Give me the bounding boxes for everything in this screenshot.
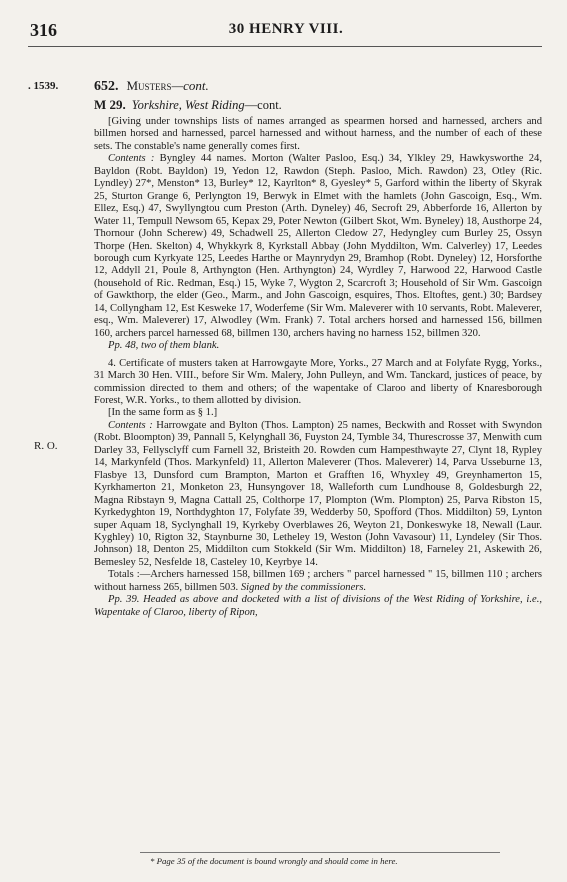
entry-number: 652. — [94, 79, 119, 94]
header-rule — [28, 46, 542, 47]
section2-contents-text: Harrowgate and Bylton (Thos. Lampton) 25 names, Beckwith and Rosset with Swyndon (Robt. Bloompton) 39, Pannall 5, Kelynghall 36, Fuyston 24, Tymble 34, Thurescrosse 37, Menwith cum Darley 33, Fellysclyff cum Farnell 32, Bristeith 20. Rowden cum Hampesthwayte 27, Clynt 18, Rypley 14, Markynfeld (Thos. Markynfeld) 11, Allerton Maleverer (Thos. Maleverer) 14, Parva Usseburne 13, Flasbye 13, Dunsford cum Brampton, Marton et Grafften 16, Whyxley 49, Greynhamerton 15, Kyrkhamerton 21, Monketon 23, Hunsyngover 18, Walleforth cum Lundhouse 8, Goldesburgh 22, Magna Ribstayn 9, Magna Cattall 25, Colthorpe 17, Plompton (Wm. Plompton) 25, Parva Ribston 15, Kyrkedyghton 19, Northdyghton 17, Folyfate 39, Wedderby 50, Spofford (Thos. Middilton) 59, Lynton super Aquam 18, Syclynghall 19, Kyrkeby Overblawes 26, Weyton 21, Donkeswyke 18, Newall (Laur. Kyghley) 10, Rigton 32, Staynburne 30, Letheley 19, Weston (John Vavasour) 11, Lyndeley (Sir Thos. Johnson) 18, Denton 25, Middilton cum Stokkeld (Sir Wm. Middilton) 18, Farneley 21, Askewith 26, Bemesley 52, Nesfelde 18, Casteley 10, Keyrbye 14. — [94, 419, 542, 568]
section2-totals-text: Totals :—Archers harnessed 158, billmen 169 ; archers " parcel harnessed " 15, billmen 110 ; archers without harness 265, billmen 503. — [94, 569, 542, 593]
section2-intro: 4. Certificate of musters taken at Harrowgayte More, Yorks., 27 March and at Folyfate Rygg, Yorks., 31 March 30 Hen. VIII., before Sir Wm. Malery, John Pulleyn, and Wm. Tanckard, justices of peace, by commission directed to them and others; of the wapentake of Claroo and liberty of Knaresborough Forest, W.R. Yorks., to them allotted by division. — [94, 357, 542, 406]
entry-heading — [94, 78, 542, 95]
entry-title-cont: —cont. — [171, 78, 209, 93]
page-header — [30, 20, 542, 42]
margin-ro: R. O. — [34, 440, 58, 452]
section2-pages-label: Pp. 39. — [108, 594, 140, 606]
footnote-rule — [140, 852, 500, 853]
entry-title: Musters — [126, 78, 172, 93]
section2-signed: Signed by the commissioners. — [240, 581, 367, 593]
page-number: 316 — [30, 20, 57, 40]
section1-contents — [94, 153, 542, 340]
running-title: 30 HENRY VIII. — [228, 21, 344, 37]
sub-heading — [94, 97, 542, 113]
section2-contents — [94, 420, 542, 569]
margin-year: . 1539. — [28, 80, 59, 92]
document-body — [94, 78, 542, 619]
sub-title: Yorkshire, West Riding — [131, 98, 245, 112]
section1-contents-text: Byngley 44 names. Morton (Walter Pasloo, Esq.) 34, Ylkley 29, Hawkysworthe 24, Bayldon (Robt. Bayldon) 19, Yedon 12, Rawdon (Steph. Pasloo, Mich. Rawdon) 23, Otley (Ric. Lyndley) 27*, Menston* 13, Burley* 12, Kayrlton* 8, Gyesley* 5, Garford within the liberty of Skyrak 25, Sturton Grange 6, Perlyngton 19, Berwyk in Elmet with the hamlets (John Gascoign, Esq., Wm. Ellez, Esq.) 47, Swyllyngtou cum Preston (Arth. Dyneley) 46, Secroft 29, Abberforde 16, Allerton by Water 11, Tempull Newsom 65, Kepax 29, Poter Newton (Gilbert Skot, Wm. Byneley) 18, Austhorpe 24, Thornour (John Scherew) 49, Schadwell 25, Allerton Cledow 27, Hedyngley cum Burley 25, Ossyn Thorpe (Hen. Skelton) 4, Whykkyrk 8, Kyrkstall Abbay (John Myddilton, Wm. Calverley) 17, Leedes borough cum Kyrkyate 125, Leedes Harthe or Maynrydyn 29, Bramhop (Robt. Dyneley) 12, Horsforthe 12, Addyll 21, Poule 8, Arthyngton (Hen. Arthyngton) 24, Wyrdley 7, Harwood 22, Harwood Castle (household of Ric. Redman, Esq.) 15, Wyke 7, Wygton 2, Scarcroft 3; Household of Sir Wm. Gascoign of Gawkthorp, the elder (Geo., Marm., and John Gascoign, esquires, Thos. Eltoftes, gent.) 30; Bardsey 14, Collyngham 12, Est Kesweke 17, Woderfeme (Sir Wm. Maleverer with 10 servants, Robt. Maleverer, esq., Wm. Maleverer) 17, Alwodley (Wm. Frank) 7. Total archers horsed and harnessed 156, billmen 160, archers parcel harnessed 68, billmen 130, archers having no harness 152, billmen 320. — [94, 153, 542, 339]
section2-contents-label: Contents : — [108, 419, 153, 431]
section1-contents-label: Contents : — [108, 153, 155, 165]
section2-pages-text: Headed as above and docketed with a list of divisions of the West Riding of Yorkshire, i.e., Wapentake of Claroo, liberty of Ripon, — [94, 594, 542, 618]
section1-intro: [Giving under townships lists of names arranged as spearmen horsed and harnessed, archers and billmen horsed and harnessed, parcel harnessed and without harness, and the number of each of these sets. The constable's name generally comes first. — [94, 116, 542, 152]
section2-totals — [94, 569, 542, 594]
sub-ref: M 29. — [94, 97, 126, 112]
section2-pages — [94, 594, 542, 619]
section1-pages: Pp. 48, two of them blank. — [108, 340, 220, 352]
footnote: * Page 35 of the document is bound wrongly and should come in here. — [150, 856, 398, 866]
section2-same-form: [In the same form as § 1.] — [108, 407, 218, 419]
sub-cont: —cont. — [244, 98, 282, 112]
